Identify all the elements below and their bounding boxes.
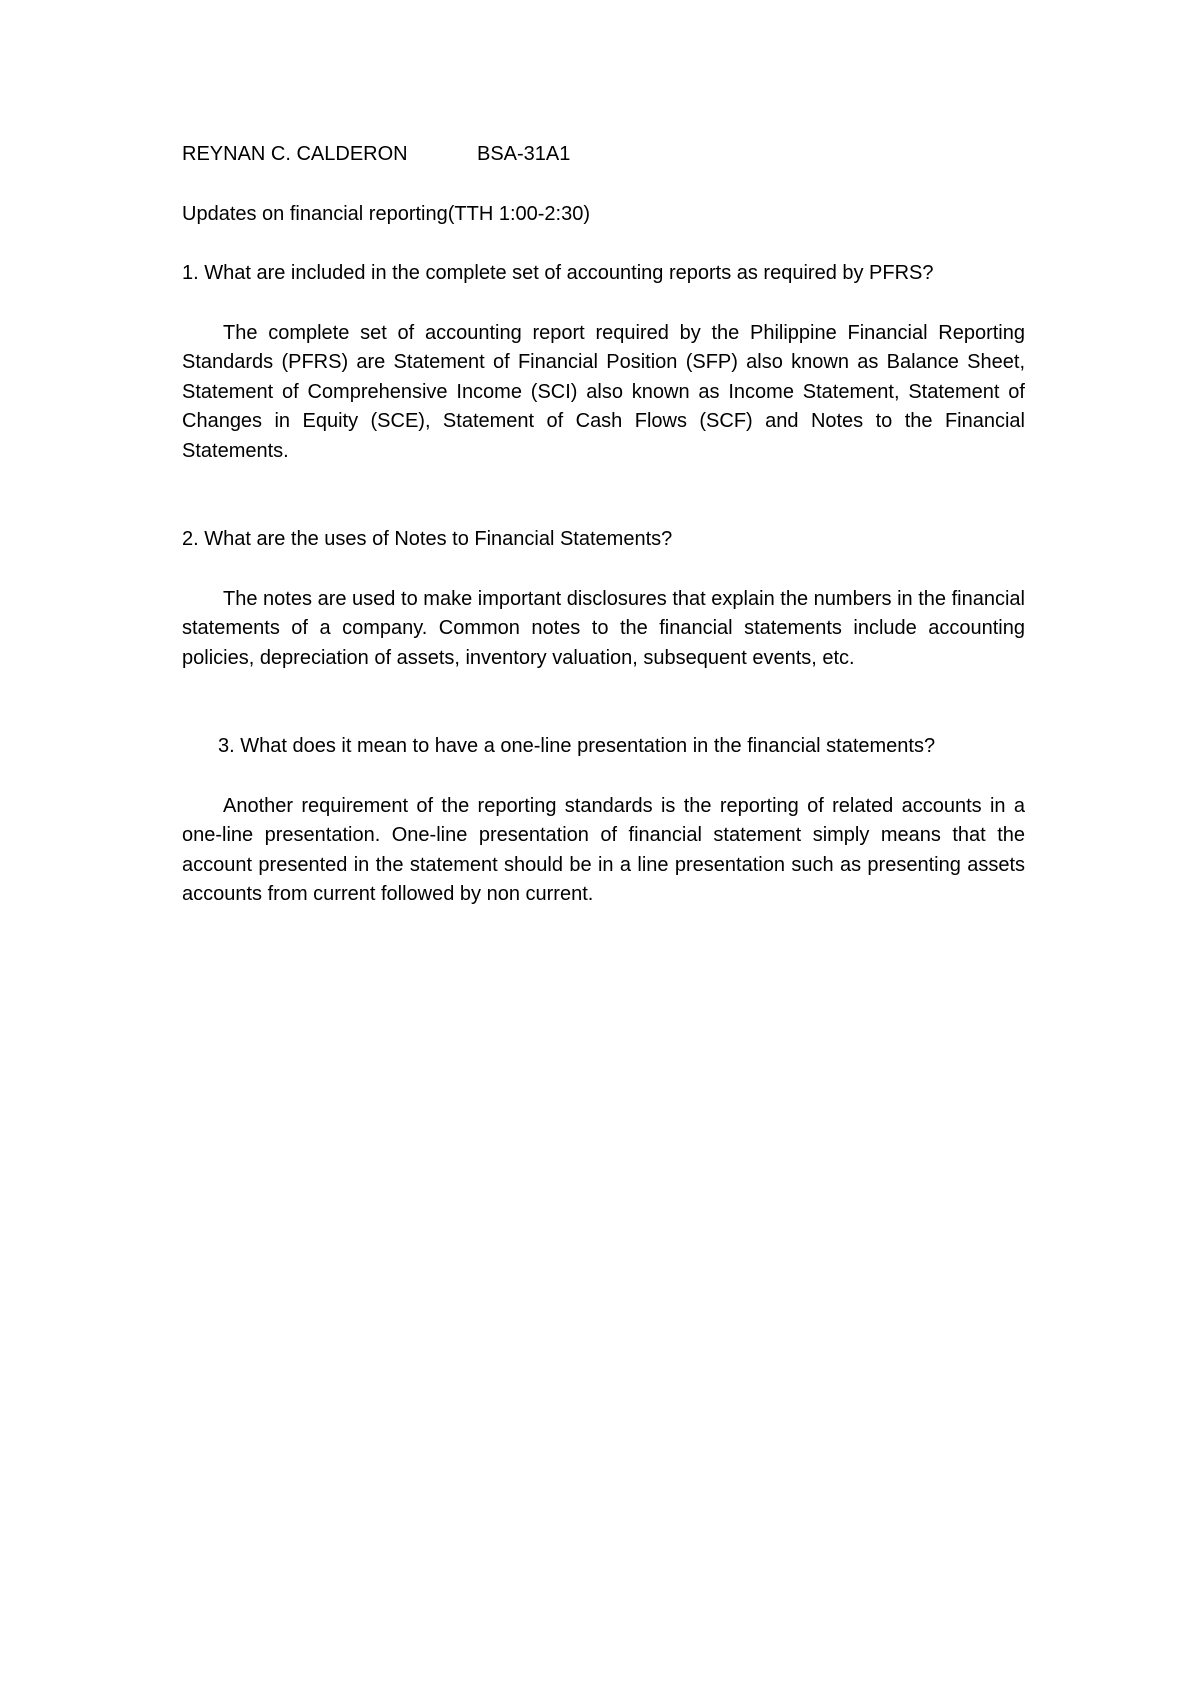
student-name: REYNAN C. CALDERON: [182, 143, 408, 165]
answer-2: The notes are used to make important disclosures that explain the numbers in the financial statements of a company. Common notes to the financial statements include accounting policies, depreciation of assets, inventory valuation, subsequent events, etc.: [182, 587, 1025, 669]
document-body: [182, 140, 1025, 910]
subject-title: Updates on financial reporting(TTH 1:00-2:30): [182, 202, 590, 225]
question-2: 2. What are the uses of Notes to Financial Statements?: [182, 528, 673, 550]
question-1: 1. What are included in the complete set of accounting reports as required by PFRS?: [182, 262, 934, 284]
section-code: BSA-31A1: [477, 143, 571, 165]
answer-3: Another requirement of the reporting standards is the reporting of related accounts in a one-line presentation. One-line presentation of financial statement simply means that the account presented in the statement should be in a line presentation such as presenting assets accounts from current followed by non current.: [182, 794, 1025, 905]
answer-1: The complete set of accounting report required by the Philippine Financial Reporting Standards (PFRS) are Statement of Financial Position (SFP) also known as Balance Sheet, Statement of Comprehensive Income (SCI) also known as Income Statement, Statement of Changes in Equity (SCE), Statement of Cash Flows (SCF) and Notes to the Financial Statements.: [182, 321, 1025, 462]
document-header: [182, 140, 1025, 170]
question-3: 3. What does it mean to have a one-line presentation in the financial statements?: [218, 735, 936, 757]
